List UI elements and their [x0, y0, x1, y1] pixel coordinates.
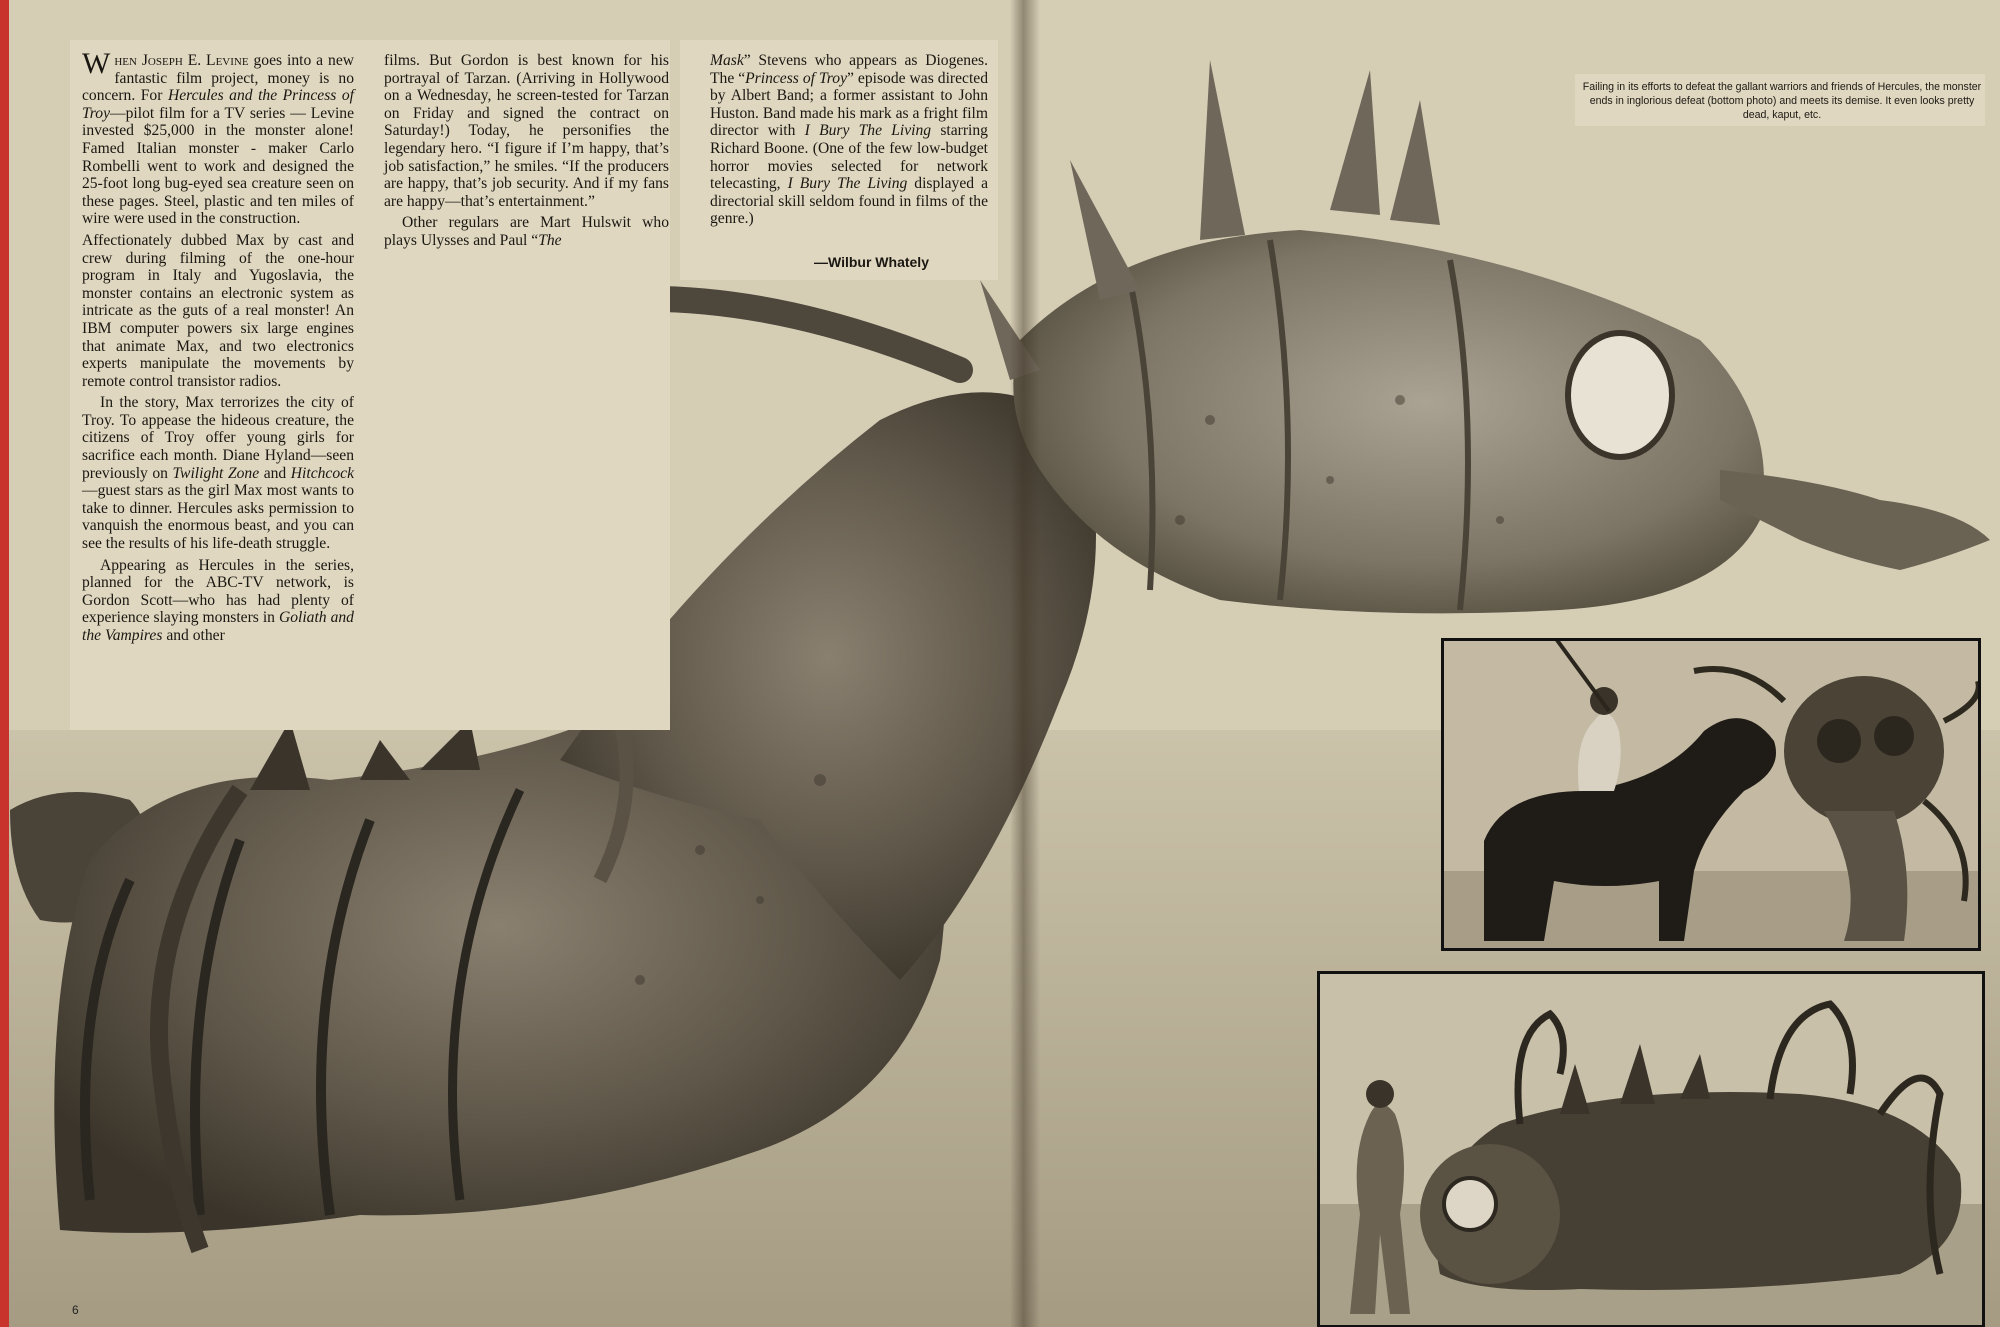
col3-italic: I Bury The Living	[804, 122, 932, 140]
col1-paragraph-3	[82, 394, 354, 552]
col1-text: Appearing as Hercules in the series, planned for the ABC-TV network, is Gordon Scott—who has had plenty of experience slaying monsters in	[82, 556, 354, 627]
author-byline: —Wilbur Whately	[814, 254, 929, 270]
inset-photo-defeated-monster	[1317, 971, 1985, 1327]
col1-text: goes into a new fantastic film project, money is no concern. For	[82, 52, 354, 105]
col1-text: and	[259, 464, 291, 482]
article-column-2	[384, 52, 669, 254]
col1-italic: Twilight Zone	[172, 464, 260, 482]
col1-paragraph-2: Affectionately dubbed Max by cast and crew during filming of the one-hour program in Italy and Yugoslavia, the monster contains an electronic system as intricate as the guts of a real monster! An IBM computer powers six large engines that animate Max, and two electronics experts manipulate the movements by remote control transistor radios.	[82, 231, 354, 390]
col1-italic: Hitchcock	[290, 464, 354, 482]
col2-italic: The	[538, 231, 562, 249]
col1-text: and other	[162, 627, 225, 644]
red-page-edge	[0, 0, 9, 1327]
article-column-1	[82, 47, 354, 649]
col1-text: —guest stars as the girl Max most wants to take to dinner. Hercules asks permission to vanquish the enormous beast, and you can see the results of his life-death struggle.	[82, 482, 354, 553]
col1-paragraph-1	[82, 47, 354, 228]
page-gutter	[1010, 0, 1040, 1327]
col3-paragraph-1	[710, 52, 988, 228]
col3-text: ” episode was directed by Albert Band; a former assistant to John Huston. Band made his mark as a fright film director with	[710, 69, 988, 140]
col3-text: ” Stevens who appears as Diogenes. The “	[710, 52, 988, 87]
col2-paragraph-1: films. But Gordon is best known for his portrayal of Tarzan. (Arriving in Hollywood on a Wednesday, he screen-tested for Tarzan on Friday and signed the contract on Saturday!) Today, he personifies the legendary hero. “I figure if I’m happy, that’s job satisfaction,” he smiles. “If the producers are happy, that’s job security. And if my fans are happy—that’s entertainment.”	[384, 52, 669, 210]
drop-cap: W	[82, 47, 111, 80]
col2-text: Other regulars are Mart Hulswit who plays Ulysses and Paul “	[384, 214, 669, 249]
col1-paragraph-4	[82, 557, 354, 645]
inset-photo-horseman	[1441, 638, 1981, 951]
col2-paragraph-2	[384, 214, 669, 249]
col3-italic: Princess of Troy	[745, 69, 847, 87]
photo-caption: Failing in its efforts to defeat the gallant warriors and friends of Hercules, the monster ends in inglorious defeat (bottom photo) and meets its demise. It even looks pretty dead, kaput, etc.	[1582, 81, 1982, 121]
col1-text: —pilot film for a TV series — Levine invested $25,000 in the monster alone! Famed Italian monster - maker Carlo Rombelli went to work and designed the 25-foot long bug-eyed sea creature seen on these pages. Steel, plastic and ten miles of wire were used in the construction.	[82, 104, 354, 228]
col3-italic: Mask	[710, 52, 744, 69]
col1-italic-title: Hercules and the Princess of Troy	[82, 87, 354, 122]
article-column-3	[710, 52, 988, 232]
col1-text: In the story, Max terrorizes the city of Troy. To appease the hideous creature, the citizens of Troy offer young girls for sacrifice each month. Diane Hyland—seen previously on	[82, 394, 354, 482]
col3-italic: I Bury The Living	[787, 175, 908, 193]
col3-text: displayed a directorial skill seldom found in films of the genre.)	[710, 175, 988, 228]
col3-text: starring Richard Boone. (One of the few low-budget horror movies selected for network telecasting,	[710, 122, 988, 193]
col1-italic: Goliath and the Vampires	[82, 609, 354, 644]
page-number: 6	[72, 1303, 79, 1317]
lead-smallcaps: hen Joseph E. Levine	[114, 52, 249, 69]
